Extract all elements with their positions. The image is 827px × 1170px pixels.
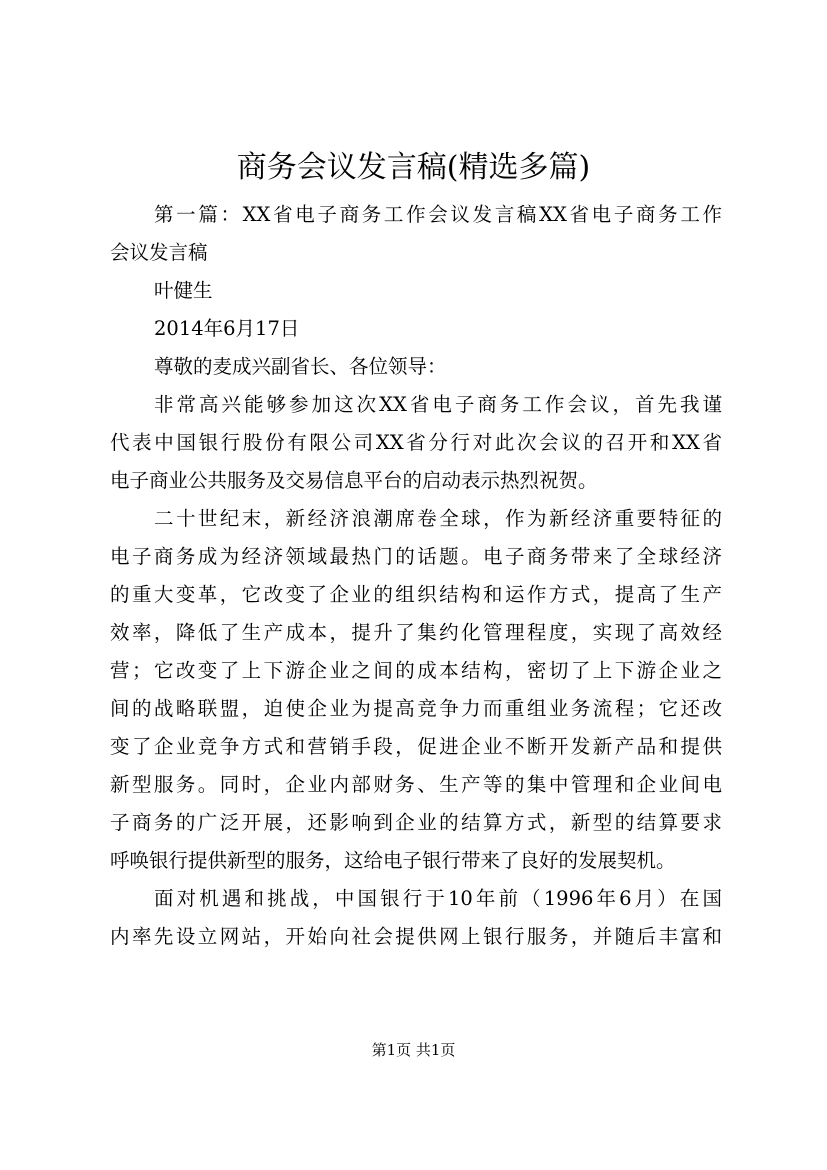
text-line: 代表中国银行股份有限公司XX省分行对此次会议的召开和XX省 [110, 431, 722, 454]
text-line: 叶健生 [154, 279, 213, 302]
page-footer: 第1页 共1页 [371, 1041, 456, 1059]
text-line: 面对机遇和挑战，中国银行于10年前（1996年6月）在国 [154, 887, 722, 910]
text-line: 新型服务。同时，企业内部财务、生产等的集中管理和企业间电 [110, 773, 722, 796]
text-line: 电子商业公共服务及交易信息平台的启动表示热烈祝贺。 [110, 469, 598, 492]
text-line: 尊敬的麦成兴副省长、各位领导： [154, 355, 447, 378]
document-title: 商务会议发言稿(精选多篇) [236, 150, 591, 185]
text-line: 变了企业竞争方式和营销手段，促进企业不断开发新产品和提供 [110, 735, 722, 758]
text-line: 二十世纪末，新经济浪潮席卷全球，作为新经济重要特征的 [154, 507, 722, 530]
text-line: 呼唤银行提供新型的服务，这给电子银行带来了良好的发展契机。 [110, 849, 676, 872]
text-line: 的重大变革，它改变了企业的组织结构和运作方式，提高了生产 [110, 583, 722, 606]
text-line: 子商务的广泛开展，还影响到企业的结算方式，新型的结算要求 [110, 811, 722, 834]
text-line: 间的战略联盟，迫使企业为提高竞争力而重组业务流程；它还改 [110, 697, 722, 720]
text-line: 内率先设立网站，开始向社会提供网上银行服务，并随后丰富和 [110, 925, 722, 948]
text-line: 第一篇：XX省电子商务工作会议发言稿XX省电子商务工作 [154, 203, 722, 226]
text-line: 非常高兴能够参加这次XX省电子商务工作会议，首先我谨 [154, 393, 722, 416]
text-line: 营；它改变了上下游企业之间的成本结构，密切了上下游企业之 [110, 659, 722, 682]
text-line: 2014年6月17日 [154, 317, 300, 340]
text-line: 效率，降低了生产成本，提升了集约化管理程度，实现了高效经 [110, 621, 722, 644]
text-line: 会议发言稿 [110, 241, 208, 264]
document-body [110, 196, 722, 956]
text-line: 电子商务成为经济领域最热门的话题。电子商务带来了全球经济 [110, 545, 722, 568]
